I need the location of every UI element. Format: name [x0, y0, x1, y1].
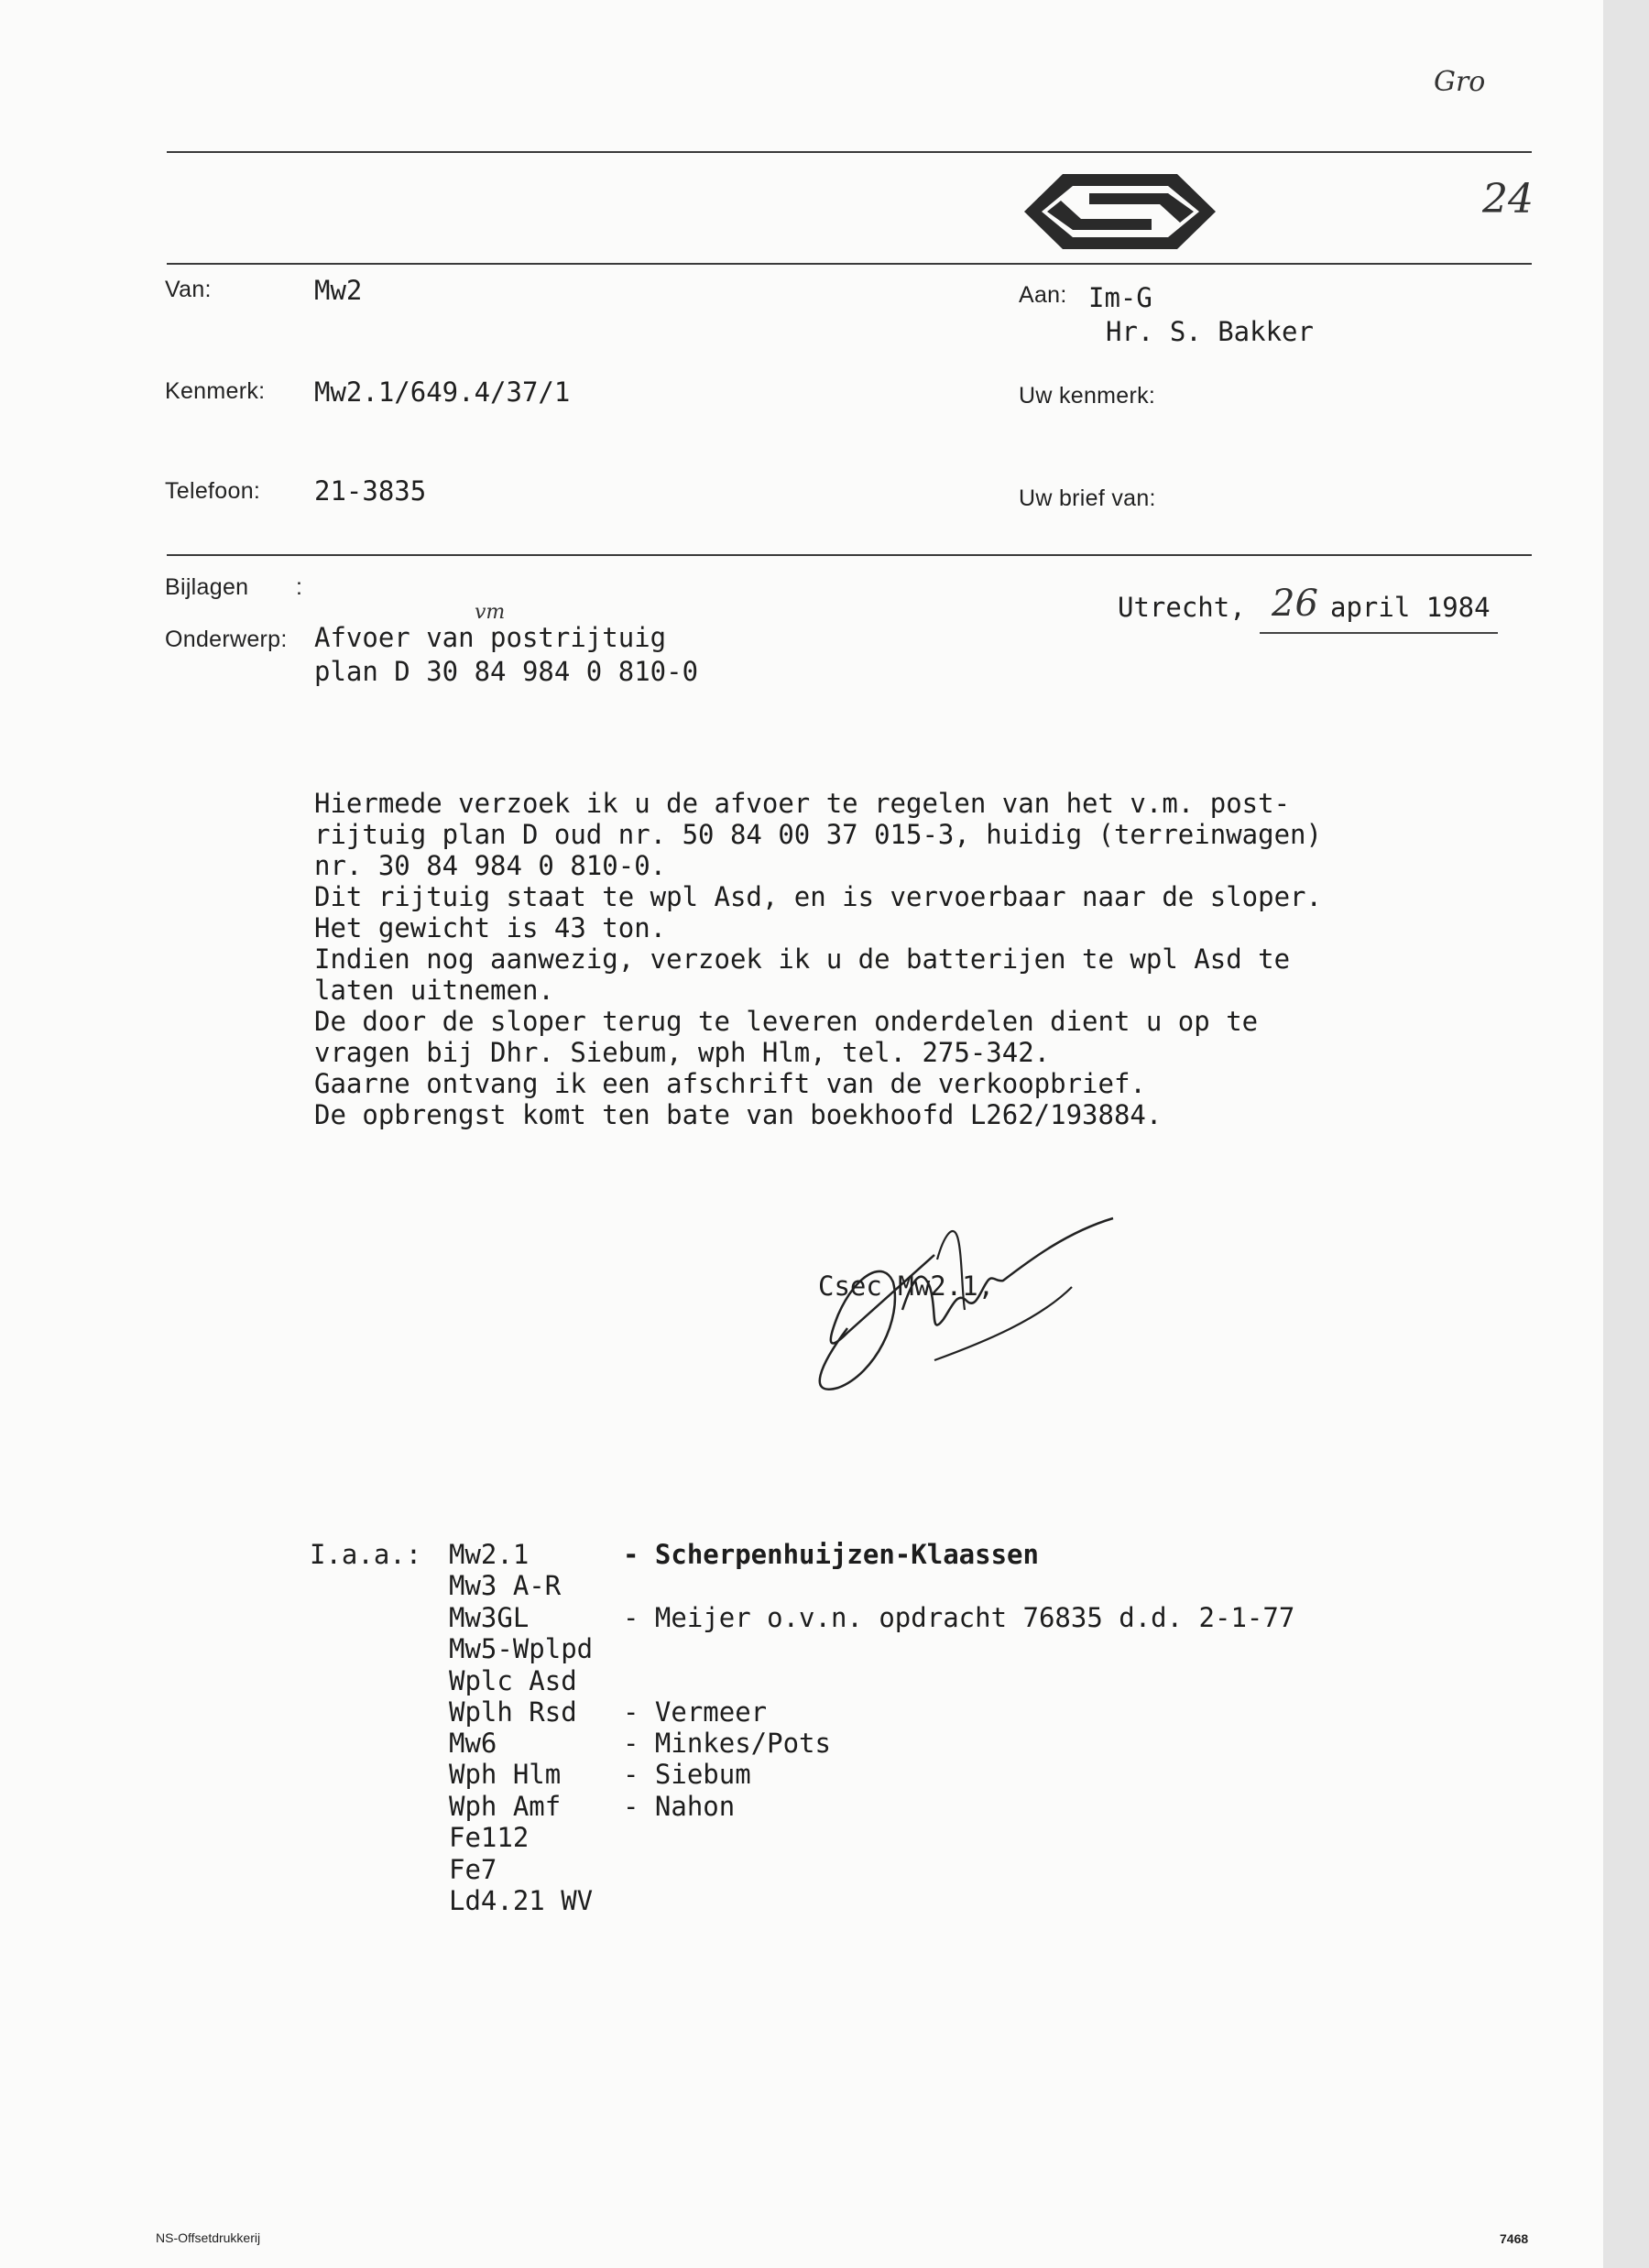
cc-recipient: Mw3GL — [449, 1602, 530, 1633]
cc-recipient: Fe7 — [449, 1854, 497, 1885]
insert-mark-vm: vm — [475, 601, 506, 624]
signatory: Csec Mw2.1, — [818, 1270, 995, 1302]
kenmerk-value: Mw2.1/649.4/37/1 — [314, 376, 571, 408]
cc-recipient: Fe112 — [449, 1822, 530, 1853]
date-day-handwritten: 26 — [1272, 583, 1318, 625]
date-underline — [1260, 632, 1498, 634]
cc-recipient: Mw3 A-R — [449, 1570, 562, 1601]
header-top-rule — [167, 151, 1532, 153]
body-line: Indien nog aanwezig, verzoek ik u de batterijen te wpl Asd te — [314, 943, 1291, 975]
body-line: laten uitnemen. — [314, 975, 554, 1006]
body-line: nr. 30 84 984 0 810-0. — [314, 850, 667, 881]
body-line: vragen bij Dhr. Siebum, wph Hlm, tel. 275-342. — [314, 1037, 1051, 1068]
van-label: Van: — [165, 277, 212, 302]
body-line: rijtuig plan D oud nr. 50 84 00 37 015-3, huidig (terreinwagen) — [314, 819, 1322, 850]
bijlagen-label: Bijlagen — [165, 574, 249, 600]
cc-note: - Nahon — [623, 1791, 736, 1822]
cc-recipient: Mw2.1 — [449, 1539, 530, 1570]
subject-line-1: Afvoer van postrijtuig — [314, 622, 667, 653]
cc-note: - Siebum — [623, 1759, 751, 1790]
body-line: Gaarne ontvang ik een afschrift van de verkoopbrief. — [314, 1068, 1146, 1099]
cc-note: - Minkes/Pots — [623, 1728, 831, 1759]
cc-note: - Vermeer — [623, 1696, 768, 1728]
body-line: De door de sloper terug te leveren onderdelen dient u op te — [314, 1006, 1259, 1037]
uw-brief-van-label: Uw brief van: — [1019, 485, 1156, 511]
cc-recipient: Ld4.21 WV — [449, 1885, 594, 1916]
cc-note: - Scherpenhuijzen-Klaassen — [623, 1539, 1039, 1570]
telefoon-value: 21-3835 — [314, 475, 427, 507]
body-line: Dit rijtuig staat te wpl Asd, en is vervoerbaar naar de sloper. — [314, 881, 1322, 912]
form-number: 7468 — [1500, 2231, 1529, 2246]
header-bottom-rule — [167, 554, 1532, 556]
printer-imprint: NS-Offsetdrukkerij — [156, 2230, 261, 2245]
aan-value: Im-G — [1088, 282, 1152, 313]
cc-note: - Meijer o.v.n. opdracht 76835 d.d. 2-1-77 — [623, 1602, 1295, 1633]
cc-recipient: Wplh Rsd — [449, 1696, 577, 1728]
onderwerp-label: Onderwerp: — [165, 627, 288, 652]
subject-line-2: plan D 30 84 984 0 810-0 — [314, 656, 699, 687]
cc-recipient: Mw6 — [449, 1728, 497, 1759]
cc-recipient: Wph Hlm — [449, 1759, 562, 1790]
body-line: De opbrengst komt ten bate van boekhoofd L262/193884. — [314, 1099, 1163, 1130]
uw-kenmerk-label: Uw kenmerk: — [1019, 383, 1156, 409]
cc-recipient: Wplc Asd — [449, 1665, 577, 1696]
aan-person: Hr. S. Bakker — [1106, 316, 1314, 347]
header-mid-rule — [167, 263, 1532, 265]
date-place: Utrecht, — [1118, 592, 1246, 623]
aan-label: Aan: — [1019, 282, 1067, 308]
date-rest: april 1984 — [1330, 592, 1491, 623]
handwritten-page-number: 24 — [1482, 176, 1534, 223]
body-line: Hiermede verzoek ik u de afvoer te regelen van het v.m. post- — [314, 788, 1291, 819]
cc-recipient: Wph Amf — [449, 1791, 562, 1822]
cc-recipient: Mw5-Wplpd — [449, 1633, 594, 1664]
cc-label: I.a.a.: — [310, 1539, 422, 1570]
van-value: Mw2 — [314, 275, 363, 306]
kenmerk-label: Kenmerk: — [165, 378, 266, 404]
bijlagen-colon: : — [296, 574, 303, 600]
body-line: Het gewicht is 43 ton. — [314, 912, 667, 943]
ns-logo — [1021, 169, 1218, 254]
handwritten-note-gro: Gro — [1434, 66, 1486, 98]
telefoon-label: Telefoon: — [165, 478, 261, 504]
